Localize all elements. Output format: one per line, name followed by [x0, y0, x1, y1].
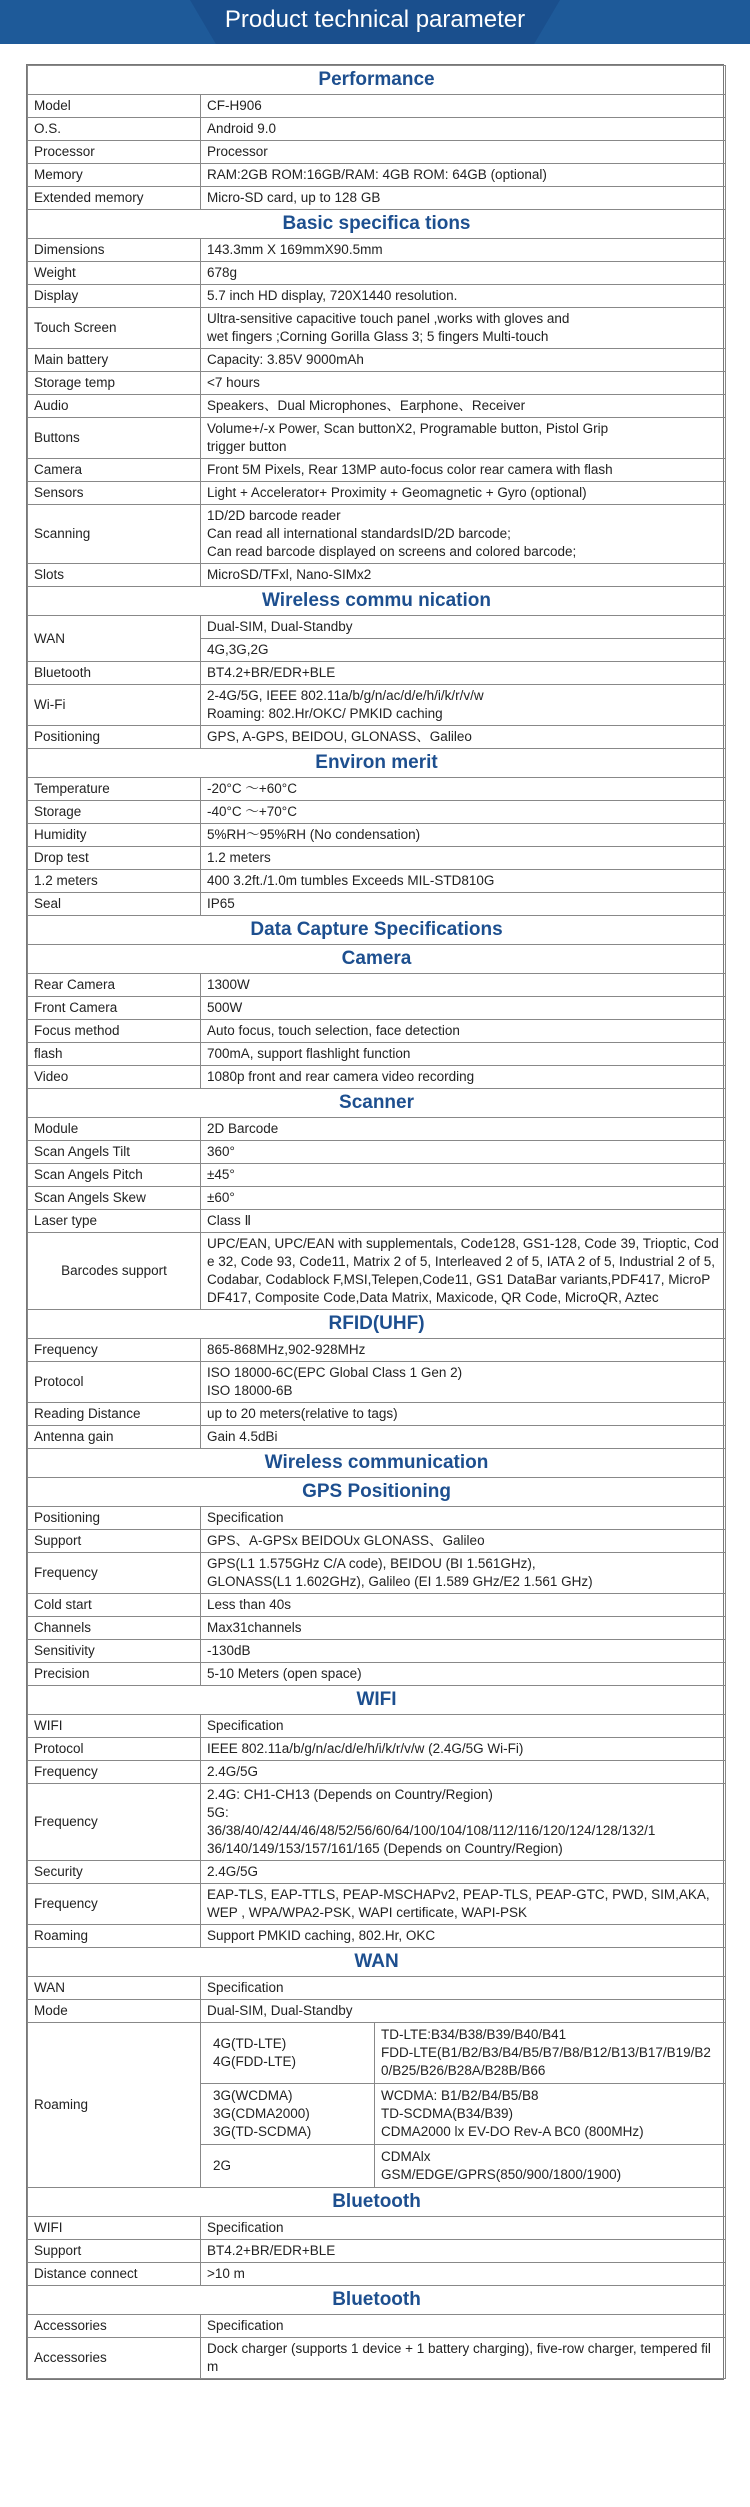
- section-header-row: [28, 1948, 726, 1977]
- spec-label: Bluetooth: [28, 662, 201, 685]
- spec-label: Positioning: [28, 1507, 201, 1530]
- spec-value: Specification: [201, 1507, 726, 1530]
- spec-row: [28, 726, 726, 749]
- spec-row: [28, 459, 726, 482]
- spec-value: Ultra-sensitive capacitive touch panel ,works with gloves and wet fingers ;Corning Gorilla Glass 3; 5 fingers Multi-touch: [201, 308, 726, 349]
- spec-label: WIFI: [28, 1715, 201, 1738]
- spec-value: 865-868MHz,902-928MHz: [201, 1339, 726, 1362]
- spec-value: 1D/2D barcode reader Can read all international standardsID/2D barcode; Can read barcode displayed on screens and colored barcode;: [201, 505, 726, 564]
- spec-label: Camera: [28, 459, 201, 482]
- roaming-row: [28, 2023, 726, 2084]
- spec-value: Class Ⅱ: [201, 1210, 726, 1233]
- spec-value: IP65: [201, 893, 726, 916]
- section-title: Data Capture Specifications: [28, 916, 726, 945]
- spec-label: Rear Camera: [28, 974, 201, 997]
- spec-label: Scan Angels Tilt: [28, 1141, 201, 1164]
- spec-label: Cold start: [28, 1594, 201, 1617]
- spec-label: Frequency: [28, 1784, 201, 1861]
- spec-value: 5%RH～95%RH (No condensation): [201, 824, 726, 847]
- spec-label: Channels: [28, 1617, 201, 1640]
- spec-value: Dual-SIM, Dual-Standby: [201, 2000, 726, 2023]
- spec-row: [28, 1715, 726, 1738]
- spec-row: [28, 1362, 726, 1403]
- spec-label: Humidity: [28, 824, 201, 847]
- spec-label: Storage temp: [28, 372, 201, 395]
- spec-value: ±60°: [201, 1187, 726, 1210]
- spec-row: [28, 997, 726, 1020]
- spec-value: 700mA, support flashlight function: [201, 1043, 726, 1066]
- spec-value: -20°C ～+60°C: [201, 778, 726, 801]
- spec-label: Model: [28, 95, 201, 118]
- spec-label: Touch Screen: [28, 308, 201, 349]
- spec-row: [28, 1339, 726, 1362]
- spec-row: [28, 824, 726, 847]
- spec-label: Mode: [28, 2000, 201, 2023]
- spec-row: [28, 2263, 726, 2286]
- spec-row: [28, 1761, 726, 1784]
- spec-value: RAM:2GB ROM:16GB/RAM: 4GB ROM: 64GB (optional): [201, 164, 726, 187]
- spec-row: [28, 1141, 726, 1164]
- spec-value: Front 5M Pixels, Rear 13MP auto-focus color rear camera with flash: [201, 459, 726, 482]
- spec-row: [28, 685, 726, 726]
- section-header-row: [28, 66, 726, 95]
- spec-row: [28, 1925, 726, 1948]
- spec-row: [28, 1187, 726, 1210]
- spec-label: Roaming: [28, 2023, 201, 2188]
- spec-label: Module: [28, 1118, 201, 1141]
- spec-value: CF-H906: [201, 95, 726, 118]
- roaming-tech: 4G(TD-LTE) 4G(FDD-LTE): [201, 2023, 375, 2084]
- spec-row: [28, 1020, 726, 1043]
- roaming-bands: WCDMA: B1/B2/B4/B5/B8 TD-SCDMA(B34/B39) CDMA2000 lx EV-DO Rev-A BC0 (800MHz): [375, 2084, 726, 2145]
- spec-label: Processor: [28, 141, 201, 164]
- spec-label: Barcodes support: [28, 1233, 201, 1310]
- spec-label: Scan Angels Skew: [28, 1187, 201, 1210]
- spec-label: Slots: [28, 564, 201, 587]
- spec-row: [28, 418, 726, 459]
- spec-row: [28, 118, 726, 141]
- spec-label: Weight: [28, 262, 201, 285]
- spec-label: Precision: [28, 1663, 201, 1686]
- section-title: Camera: [28, 945, 726, 974]
- spec-value: Specification: [201, 1715, 726, 1738]
- spec-value: ISO 18000-6C(EPC Global Class 1 Gen 2) ISO 18000-6B: [201, 1362, 726, 1403]
- spec-label: Accessories: [28, 2315, 201, 2338]
- spec-row: [28, 847, 726, 870]
- spec-row: [28, 778, 726, 801]
- section-header-row: [28, 1478, 726, 1507]
- spec-label: WIFI: [28, 2217, 201, 2240]
- spec-label: Memory: [28, 164, 201, 187]
- spec-row: [28, 1118, 726, 1141]
- spec-value: 2.4G/5G: [201, 1861, 726, 1884]
- spec-label: Audio: [28, 395, 201, 418]
- section-title: Bluetooth: [28, 2286, 726, 2315]
- spec-row: [28, 616, 726, 639]
- spec-label: WAN: [28, 616, 201, 662]
- spec-value: EAP-TLS, EAP-TTLS, PEAP-MSCHAPv2, PEAP-TLS, PEAP-GTC, PWD, SIM,AKA, WEP , WPA/WPA2-PSK, WAPI certificate, WAPI-PSK: [201, 1884, 726, 1925]
- spec-value: Dual-SIM, Dual-Standby: [201, 616, 726, 639]
- spec-label: Front Camera: [28, 997, 201, 1020]
- spec-value: Specification: [201, 1977, 726, 2000]
- spec-row: [28, 1640, 726, 1663]
- spec-label: Laser type: [28, 1210, 201, 1233]
- spec-row: [28, 372, 726, 395]
- spec-label: Security: [28, 1861, 201, 1884]
- section-header-row: [28, 945, 726, 974]
- spec-row: [28, 1553, 726, 1594]
- spec-label: Sensors: [28, 482, 201, 505]
- spec-value: up to 20 meters(relative to tags): [201, 1403, 726, 1426]
- spec-row: [28, 974, 726, 997]
- spec-label: Antenna gain: [28, 1426, 201, 1449]
- spec-row: [28, 801, 726, 824]
- spec-row: [28, 262, 726, 285]
- spec-value: Dock charger (supports 1 device + 1 battery charging), five-row charger, tempered film: [201, 2338, 726, 2379]
- spec-row: [28, 1861, 726, 1884]
- spec-label: Display: [28, 285, 201, 308]
- spec-value: Gain 4.5dBi: [201, 1426, 726, 1449]
- section-header-row: [28, 1089, 726, 1118]
- spec-row: [28, 870, 726, 893]
- spec-row: [28, 1738, 726, 1761]
- spec-value: 2D Barcode: [201, 1118, 726, 1141]
- spec-value: 1080p front and rear camera video recording: [201, 1066, 726, 1089]
- spec-value: >10 m: [201, 2263, 726, 2286]
- spec-value: Max31channels: [201, 1617, 726, 1640]
- spec-row: [28, 893, 726, 916]
- spec-value: Processor: [201, 141, 726, 164]
- spec-row: [28, 1233, 726, 1310]
- spec-label: Seal: [28, 893, 201, 916]
- spec-value: Capacity: 3.85V 9000mAh: [201, 349, 726, 372]
- spec-label: Temperature: [28, 778, 201, 801]
- spec-label: O.S.: [28, 118, 201, 141]
- section-header-row: [28, 749, 726, 778]
- spec-label: Dimensions: [28, 239, 201, 262]
- spec-value: -130dB: [201, 1640, 726, 1663]
- section-title: RFID(UHF): [28, 1310, 726, 1339]
- spec-label: Distance connect: [28, 2263, 201, 2286]
- spec-label: Frequency: [28, 1884, 201, 1925]
- spec-label: flash: [28, 1043, 201, 1066]
- spec-row: [28, 1507, 726, 1530]
- section-title: GPS Positioning: [28, 1478, 726, 1507]
- spec-value: Support PMKID caching, 802.Hr, OKC: [201, 1925, 726, 1948]
- spec-row: [28, 2000, 726, 2023]
- spec-label: Support: [28, 2240, 201, 2263]
- spec-label: Main battery: [28, 349, 201, 372]
- spec-value: Auto focus, touch selection, face detection: [201, 1020, 726, 1043]
- spec-value: Speakers、Dual Microphones、Earphone、Receiver: [201, 395, 726, 418]
- spec-value: 360°: [201, 1141, 726, 1164]
- spec-label: Reading Distance: [28, 1403, 201, 1426]
- section-title: Scanner: [28, 1089, 726, 1118]
- spec-row: [28, 141, 726, 164]
- spec-row: [28, 1594, 726, 1617]
- section-title: Environ merit: [28, 749, 726, 778]
- spec-value: <7 hours: [201, 372, 726, 395]
- section-title: Basic specifica tions: [28, 210, 726, 239]
- spec-value: UPC/EAN, UPC/EAN with supplementals, Code128, GS1-128, Code 39, Trioptic, Code 32, Code 93, Code11, Matrix 2 of 5, Interleaved 2 of 5, IATA 2 of 5, Industrial 2 of 5,Codabar, Codablock F,MSI,Telepen,Code11, GS1 DataBar variants,PDF417, MicroPDF417, Composite Code,Data Matrix, Maxicode, QR Code, MicroQR, Aztec: [201, 1233, 726, 1310]
- spec-label: Frequency: [28, 1553, 201, 1594]
- spec-label: Sensitivity: [28, 1640, 201, 1663]
- roaming-tech: 2G: [201, 2145, 375, 2188]
- spec-row: [28, 1426, 726, 1449]
- spec-label: Support: [28, 1530, 201, 1553]
- spec-row: [28, 2240, 726, 2263]
- spec-value: MicroSD/TFxl, Nano-SIMx2: [201, 564, 726, 587]
- roaming-bands: CDMAlx GSM/EDGE/GPRS(850/900/1800/1900): [375, 2145, 726, 2188]
- section-header-row: [28, 2286, 726, 2315]
- section-title: Bluetooth: [28, 2188, 726, 2217]
- spec-row: [28, 1784, 726, 1861]
- spec-row: [28, 285, 726, 308]
- spec-value: Specification: [201, 2217, 726, 2240]
- spec-label: Scanning: [28, 505, 201, 564]
- spec-value: -40°C ～+70°C: [201, 801, 726, 824]
- spec-label: Positioning: [28, 726, 201, 749]
- spec-value: 500W: [201, 997, 726, 1020]
- spec-label: Wi-Fi: [28, 685, 201, 726]
- spec-value: Micro-SD card, up to 128 GB: [201, 187, 726, 210]
- spec-label: Protocol: [28, 1738, 201, 1761]
- spec-value: 2.4G/5G: [201, 1761, 726, 1784]
- spec-value: 2-4G/5G, IEEE 802.11a/b/g/n/ac/d/e/h/i/k/r/v/w Roaming: 802.Hr/OKC/ PMKID caching: [201, 685, 726, 726]
- spec-label: Video: [28, 1066, 201, 1089]
- spec-sheet: [26, 64, 724, 2380]
- spec-row: [28, 1663, 726, 1686]
- spec-value: Volume+/-x Power, Scan buttonX2, Programable button, Pistol Grip trigger button: [201, 418, 726, 459]
- spec-value: 1.2 meters: [201, 847, 726, 870]
- spec-row: [28, 1210, 726, 1233]
- spec-label: Storage: [28, 801, 201, 824]
- spec-value: BT4.2+BR/EDR+BLE: [201, 2240, 726, 2263]
- spec-value: 2.4G: CH1-CH13 (Depends on Country/Region) 5G: 36/38/40/42/44/46/48/52/56/60/64/100/104/108/112/116/120/124/128/132/1 36/140/149/153/157/161/165 (Depends on Country/Region): [201, 1784, 726, 1861]
- spec-label: Roaming: [28, 1925, 201, 1948]
- section-title: WIFI: [28, 1686, 726, 1715]
- section-title: Wireless commu nication: [28, 587, 726, 616]
- spec-value: 5.7 inch HD display, 720X1440 resolution.: [201, 285, 726, 308]
- page-title: Product technical parameter: [224, 6, 526, 33]
- spec-row: [28, 1043, 726, 1066]
- spec-value: GPS, A-GPS, BEIDOU, GLONASS、Galileo: [201, 726, 726, 749]
- spec-label: Protocol: [28, 1362, 201, 1403]
- spec-value: Android 9.0: [201, 118, 726, 141]
- spec-label: 1.2 meters: [28, 870, 201, 893]
- spec-value: Specification: [201, 2315, 726, 2338]
- spec-row: [28, 308, 726, 349]
- spec-value: ±45°: [201, 1164, 726, 1187]
- spec-label: WAN: [28, 1977, 201, 2000]
- spec-label: Frequency: [28, 1339, 201, 1362]
- section-title: Performance: [28, 66, 726, 95]
- section-header-row: [28, 1449, 726, 1478]
- roaming-bands: TD-LTE:B34/B38/B39/B40/B41 FDD-LTE(B1/B2/B3/B4/B5/B7/B8/B12/B13/B17/B19/B20/B25/B26/B28A/B28B/B66: [375, 2023, 726, 2084]
- spec-label: Scan Angels Pitch: [28, 1164, 201, 1187]
- section-header-row: [28, 1686, 726, 1715]
- spec-row: [28, 1164, 726, 1187]
- spec-row: [28, 95, 726, 118]
- spec-row: [28, 239, 726, 262]
- spec-row: [28, 505, 726, 564]
- spec-row: [28, 482, 726, 505]
- spec-label: Frequency: [28, 1761, 201, 1784]
- spec-table: [27, 65, 726, 2379]
- spec-row: [28, 1403, 726, 1426]
- spec-row: [28, 662, 726, 685]
- section-header-row: [28, 2188, 726, 2217]
- spec-value: 4G,3G,2G: [201, 639, 726, 662]
- spec-row: [28, 1530, 726, 1553]
- spec-value: 678g: [201, 262, 726, 285]
- spec-value: 400 3.2ft./1.0m tumbles Exceeds MIL-STD810G: [201, 870, 726, 893]
- spec-row: [28, 2315, 726, 2338]
- section-header-row: [28, 1310, 726, 1339]
- spec-value: 143.3mm X 169mmX90.5mm: [201, 239, 726, 262]
- spec-label: Accessories: [28, 2338, 201, 2379]
- spec-row: [28, 395, 726, 418]
- spec-row: [28, 187, 726, 210]
- spec-value: GPS、A-GPSx BEIDOUx GLONASS、Galileo: [201, 1530, 726, 1553]
- roaming-tech: 3G(WCDMA) 3G(CDMA2000) 3G(TD-SCDMA): [201, 2084, 375, 2145]
- spec-value: Light + Accelerator+ Proximity + Geomagnetic + Gyro (optional): [201, 482, 726, 505]
- section-header-row: [28, 587, 726, 616]
- spec-label: Focus method: [28, 1020, 201, 1043]
- spec-value: 1300W: [201, 974, 726, 997]
- spec-value: BT4.2+BR/EDR+BLE: [201, 662, 726, 685]
- section-title: WAN: [28, 1948, 726, 1977]
- spec-value: Less than 40s: [201, 1594, 726, 1617]
- spec-row: [28, 1977, 726, 2000]
- spec-row: [28, 164, 726, 187]
- spec-row: [28, 1884, 726, 1925]
- spec-label: Buttons: [28, 418, 201, 459]
- spec-value: 5-10 Meters (open space): [201, 1663, 726, 1686]
- spec-row: [28, 1066, 726, 1089]
- spec-row: [28, 2217, 726, 2240]
- section-header-row: [28, 210, 726, 239]
- spec-row: [28, 564, 726, 587]
- spec-label: Extended memory: [28, 187, 201, 210]
- section-title: Wireless communication: [28, 1449, 726, 1478]
- section-header-row: [28, 916, 726, 945]
- title-banner: [0, 0, 750, 44]
- spec-row: [28, 1617, 726, 1640]
- spec-value: IEEE 802.11a/b/g/n/ac/d/e/h/i/k/r/v/w (2.4G/5G Wi-Fi): [201, 1738, 726, 1761]
- spec-row: [28, 2338, 726, 2379]
- spec-row: [28, 349, 726, 372]
- spec-label: Drop test: [28, 847, 201, 870]
- spec-value: GPS(L1 1.575GHz C/A code), BEIDOU (BI 1.561GHz), GLONASS(L1 1.602GHz), Galileo (EI 1.589 GHz/E2 1.561 GHz): [201, 1553, 726, 1594]
